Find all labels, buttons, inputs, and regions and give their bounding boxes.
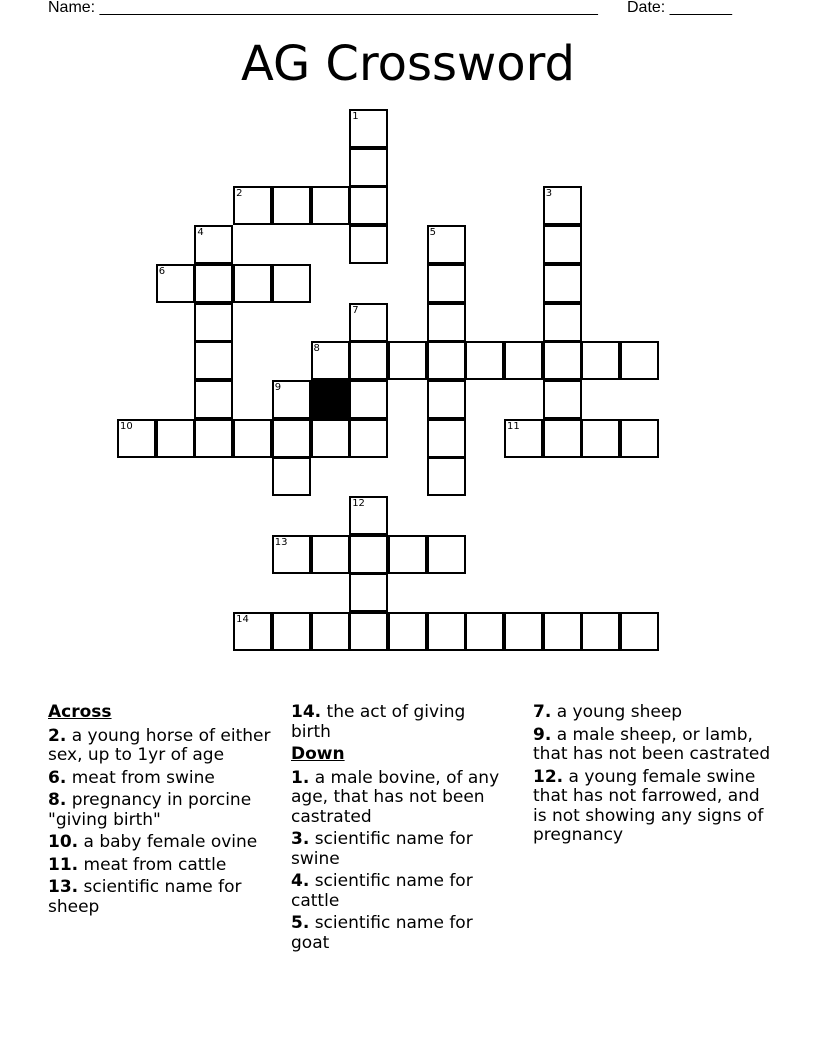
grid-cell[interactable]: [465, 341, 504, 380]
clue-column-1: [48, 703, 273, 920]
clue-number: 14: [236, 614, 249, 626]
grid-cell[interactable]: [349, 419, 388, 458]
grid-cell[interactable]: [194, 225, 233, 264]
clue-across-8: 8. pregnancy in porcine "giving birth": [48, 790, 252, 830]
clue-down-12: 12. a young female swine that has not farrowed, and is not showing any signs of pregnancy: [533, 766, 764, 845]
name-blank[interactable]: ________________________________________________________: [99, 0, 598, 16]
grid-cell[interactable]: [543, 264, 582, 303]
clue-down-1: 1. a male bovine, of any age, that has not been castrated: [291, 767, 500, 827]
clue-across-14: 14. the act of giving birth: [291, 702, 466, 742]
clue-number: 8: [313, 343, 320, 355]
grid-cell[interactable]: [156, 264, 195, 303]
grid-cell[interactable]: [349, 186, 388, 225]
grid-cell[interactable]: [233, 419, 272, 458]
grid-cell[interactable]: [504, 419, 543, 458]
clue-down-4: 4. scientific name for cattle: [291, 871, 473, 911]
grid-cell[interactable]: [272, 612, 311, 651]
clue-across-2: 2. a young horse of either sex, up to 1yr of age: [48, 725, 271, 765]
clue-number: 13: [274, 536, 288, 548]
clue-number: 11: [507, 420, 520, 432]
clue-across-11: 11. meat from cattle: [48, 854, 227, 875]
clue-number: 4: [197, 227, 204, 239]
clue-across-6: 6. meat from swine: [48, 767, 215, 788]
grid-cell[interactable]: [349, 535, 388, 574]
grid-cell[interactable]: [311, 535, 350, 574]
grid-cell[interactable]: [272, 380, 311, 419]
clue-number: 12: [352, 498, 365, 509]
page-title: AG Crossword: [240, 36, 575, 92]
grid-cell[interactable]: [543, 225, 582, 264]
grid-cell[interactable]: [388, 341, 427, 380]
grid-cell[interactable]: [349, 380, 388, 419]
grid-cell[interactable]: [194, 303, 233, 342]
clue-number: 2: [236, 188, 243, 200]
down-heading: Down: [291, 744, 345, 764]
clue-number: 5: [429, 227, 436, 239]
grid-cell[interactable]: [543, 612, 582, 651]
grid-cell[interactable]: [388, 612, 427, 651]
clue-down-7: 7. a young sheep: [533, 702, 683, 722]
grid-cell[interactable]: [349, 109, 388, 148]
name-label: Name:: [48, 0, 96, 16]
clue-down-3: 3. scientific name for swine: [291, 829, 473, 869]
grid-cell[interactable]: [543, 186, 582, 225]
grid-cell[interactable]: [620, 419, 659, 458]
grid-cell[interactable]: [349, 573, 388, 612]
grid-cell[interactable]: [349, 225, 388, 264]
clue-number: 7: [352, 304, 359, 316]
clue-column-2: [291, 703, 503, 956]
grid-cell[interactable]: [194, 419, 233, 458]
clue-number: 10: [120, 420, 133, 432]
grid-cell[interactable]: [620, 612, 659, 651]
grid-cell[interactable]: [311, 341, 350, 380]
date-label: Date:: [627, 0, 666, 16]
grid-cell[interactable]: [465, 612, 504, 651]
clue-number: 9: [274, 381, 282, 393]
grid-cell[interactable]: [543, 419, 582, 458]
date-blank[interactable]: _______: [669, 0, 732, 16]
grid-cell[interactable]: [272, 264, 311, 303]
clue-number: 3: [545, 188, 553, 200]
grid-cell[interactable]: [233, 612, 272, 651]
grid-cell[interactable]: [194, 264, 233, 303]
grid-cell[interactable]: [272, 535, 311, 574]
grid-cell[interactable]: [311, 186, 350, 225]
clue-across-10: 10. a baby female ovine: [48, 832, 258, 852]
grid-cell[interactable]: [194, 341, 233, 380]
grid-cell[interactable]: [349, 148, 388, 187]
grid-cell[interactable]: [427, 264, 466, 303]
clue-down-9: 9. a male sheep, or lamb, that has not been castrated: [533, 724, 771, 764]
grid-cell[interactable]: [349, 612, 388, 651]
grid-cell[interactable]: [233, 264, 272, 303]
grid-cell[interactable]: [504, 612, 543, 651]
grid-cell[interactable]: [272, 186, 311, 225]
grid-cell[interactable]: [543, 303, 582, 342]
clue-across-13: 13. scientific name for sheep: [48, 877, 242, 917]
grid-cell[interactable]: [427, 535, 466, 574]
clue-number: 6: [158, 265, 166, 277]
grid-cell[interactable]: [427, 303, 466, 342]
grid-cell[interactable]: [581, 419, 620, 458]
grid-cell[interactable]: [349, 341, 388, 380]
black-cell: [311, 380, 350, 419]
grid-cell[interactable]: [311, 612, 350, 651]
clue-column-3: [533, 703, 773, 849]
clue-down-5: 5. scientific name for goat: [291, 913, 473, 953]
grid-cell[interactable]: [427, 341, 466, 380]
grid-cell[interactable]: [156, 419, 195, 458]
grid-cell[interactable]: [194, 380, 233, 419]
grid-cell[interactable]: [620, 341, 659, 380]
grid-cell[interactable]: [427, 612, 466, 651]
across-heading: Across: [48, 702, 112, 722]
grid-cell[interactable]: [504, 341, 543, 380]
grid-cell[interactable]: [581, 341, 620, 380]
grid-cell[interactable]: [581, 612, 620, 651]
grid-cell[interactable]: [543, 341, 582, 380]
grid-cell[interactable]: [427, 380, 466, 419]
grid-cell[interactable]: [388, 535, 427, 574]
grid-cell[interactable]: [117, 419, 156, 458]
grid-cell[interactable]: [272, 457, 311, 496]
grid-cell[interactable]: [349, 496, 388, 535]
grid-cell[interactable]: [427, 225, 466, 264]
grid-cell[interactable]: [233, 186, 272, 225]
clue-number: 1: [352, 111, 359, 122]
grid-cell[interactable]: [311, 419, 350, 458]
grid-cell[interactable]: [543, 380, 582, 419]
grid-cell[interactable]: [349, 303, 388, 342]
grid-cell[interactable]: [427, 419, 466, 458]
grid-cell[interactable]: [272, 419, 311, 458]
grid-cell[interactable]: [427, 457, 466, 496]
